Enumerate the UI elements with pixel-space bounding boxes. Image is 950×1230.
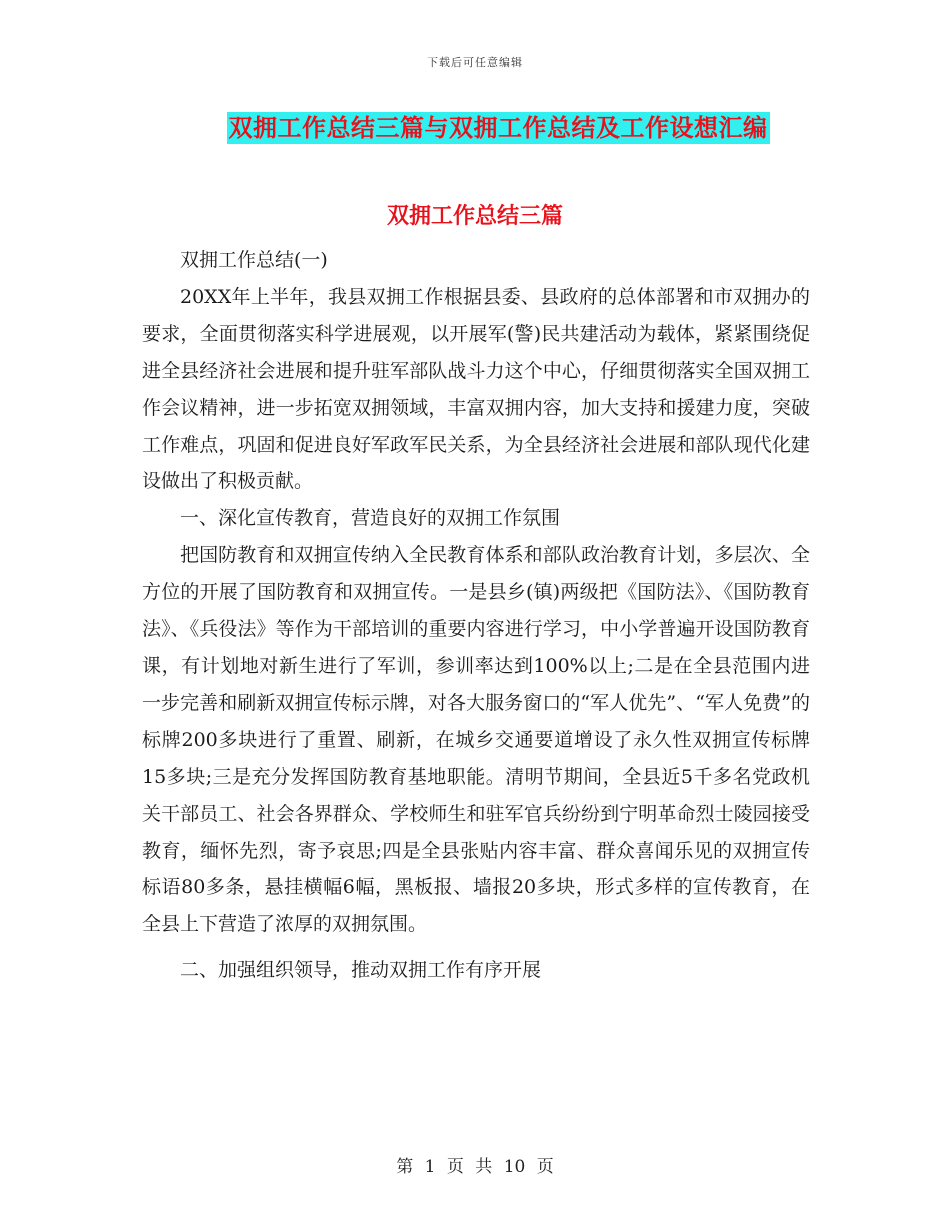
paragraph-intro: 20XX年上半年，我县双拥工作根据县委、县政府的总体部署和市双拥办的要求，全面贯彻落实科学进展观，以开展军(警)民共建活动为载体，紧紧围绕促进全县经济社会进展和提升驻军部队战斗力这个中心，仔细贯彻落实全国双拥工作会议精神，进一步拓宽双拥领域，丰富双拥内容，加大支持和援建力度，突破工作难点，巩固和促进良好军政军民关系，为全县经济社会进展和部队现代化建设做出了积极贡献。	[142, 285, 810, 493]
document-title: 双拥工作总结三篇与双拥工作总结及工作设想汇编	[228, 113, 768, 142]
document-title-container	[0, 112, 950, 144]
document-body	[142, 242, 810, 989]
page-footer: 第 1 页 共 10 页	[396, 1157, 554, 1177]
page-header-note: 下载后可任意编辑	[427, 56, 523, 69]
paragraph-subheading: 双拥工作总结(一)	[180, 249, 328, 271]
paragraph-heading-1: 一、深化宣传教育，营造良好的双拥工作氛围	[180, 507, 561, 530]
section-title: 双拥工作总结三篇	[386, 203, 563, 229]
paragraph-body-1: 把国防教育和双拥宣传纳入全民教育体系和部队政治教育计划，多层次、全方位的开展了国防教育和双拥宣传。一是县乡(镇)两级把《国防法》、《国防教育法》、《兵役法》等作为干部培训的重要内容进行学习，中小学普遍开设国防教育课，有计划地对新生进行了军训，参训率达到100%以上;二是在全县范围内进一步完善和刷新双拥宣传标示牌，对各大服务窗口的“军人优先”、“军人免费”的标牌200多块进行了重置、刷新，在城乡交通要道增设了永久性双拥宣传标牌15多块;三是充分发挥国防教育基地职能。清明节期间，全县近5千多名党政机关干部员工、社会各界群众、学校师生和驻军官兵纷纷到宁明革命烈士陵园接受教育，缅怀先烈，寄予哀思;四是全县张贴内容丰富、群众喜闻乐见的双拥宣传标语80多条，悬挂横幅6幅，黑板报、墙报20多块，形式多样的宣传教育，在全县上下营造了浓厚的双拥氛围。	[142, 544, 810, 936]
paragraph-heading-2: 二、加强组织领导，推动双拥工作有序开展	[180, 959, 542, 982]
